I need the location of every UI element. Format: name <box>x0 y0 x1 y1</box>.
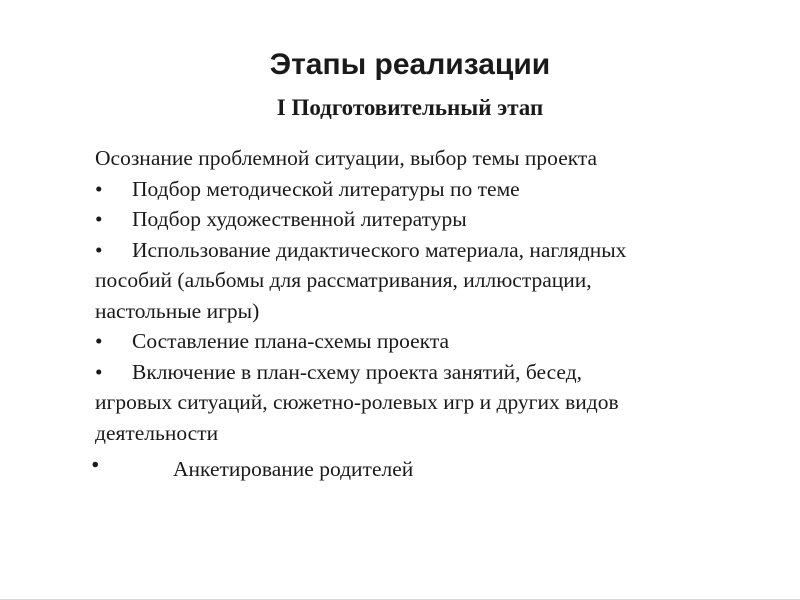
list-item-text: Подбор художественной литературы <box>132 207 467 231</box>
list-item-continuation: игровых ситуаций, сюжетно-ролевых игр и других видов <box>95 390 619 414</box>
bullet-icon: • <box>95 359 103 384</box>
slide-title: Этапы реализации <box>269 48 551 81</box>
list-item <box>95 357 760 449</box>
bullet-icon: • <box>95 176 103 201</box>
list-item <box>95 204 760 235</box>
intro-line: Осознание проблемной ситуации, выбор темы проекта <box>95 146 598 170</box>
list-item-continuation: деятельности <box>95 420 219 445</box>
list-item-continuation: настольные игры) <box>95 298 260 323</box>
list-item <box>95 174 760 205</box>
list-item-text: Анкетирование родителей <box>173 457 414 481</box>
list-item <box>95 326 760 357</box>
list-item-text: Подбор методической литературы по теме <box>132 176 520 201</box>
list-item-text: Составление плана-схемы проекта <box>132 329 450 353</box>
bullet-icon: • <box>95 329 103 353</box>
list-item-continuation: пособий (альбомы для рассматривания, иллюстрации, <box>95 268 592 292</box>
bullet-icon: • <box>95 207 103 231</box>
list-item <box>91 438 760 488</box>
list-item <box>95 235 760 327</box>
slide-body <box>91 143 760 488</box>
list-item-text: Включение в план-схему проекта занятий, бесед, <box>132 359 583 384</box>
list-item-text: Использование дидактического материала, наглядных <box>132 237 627 262</box>
slide-subtitle: I Подготовительный этап <box>276 95 544 120</box>
bullet-icon: • <box>95 237 103 262</box>
dot-bullet-icon: . <box>91 438 100 475</box>
